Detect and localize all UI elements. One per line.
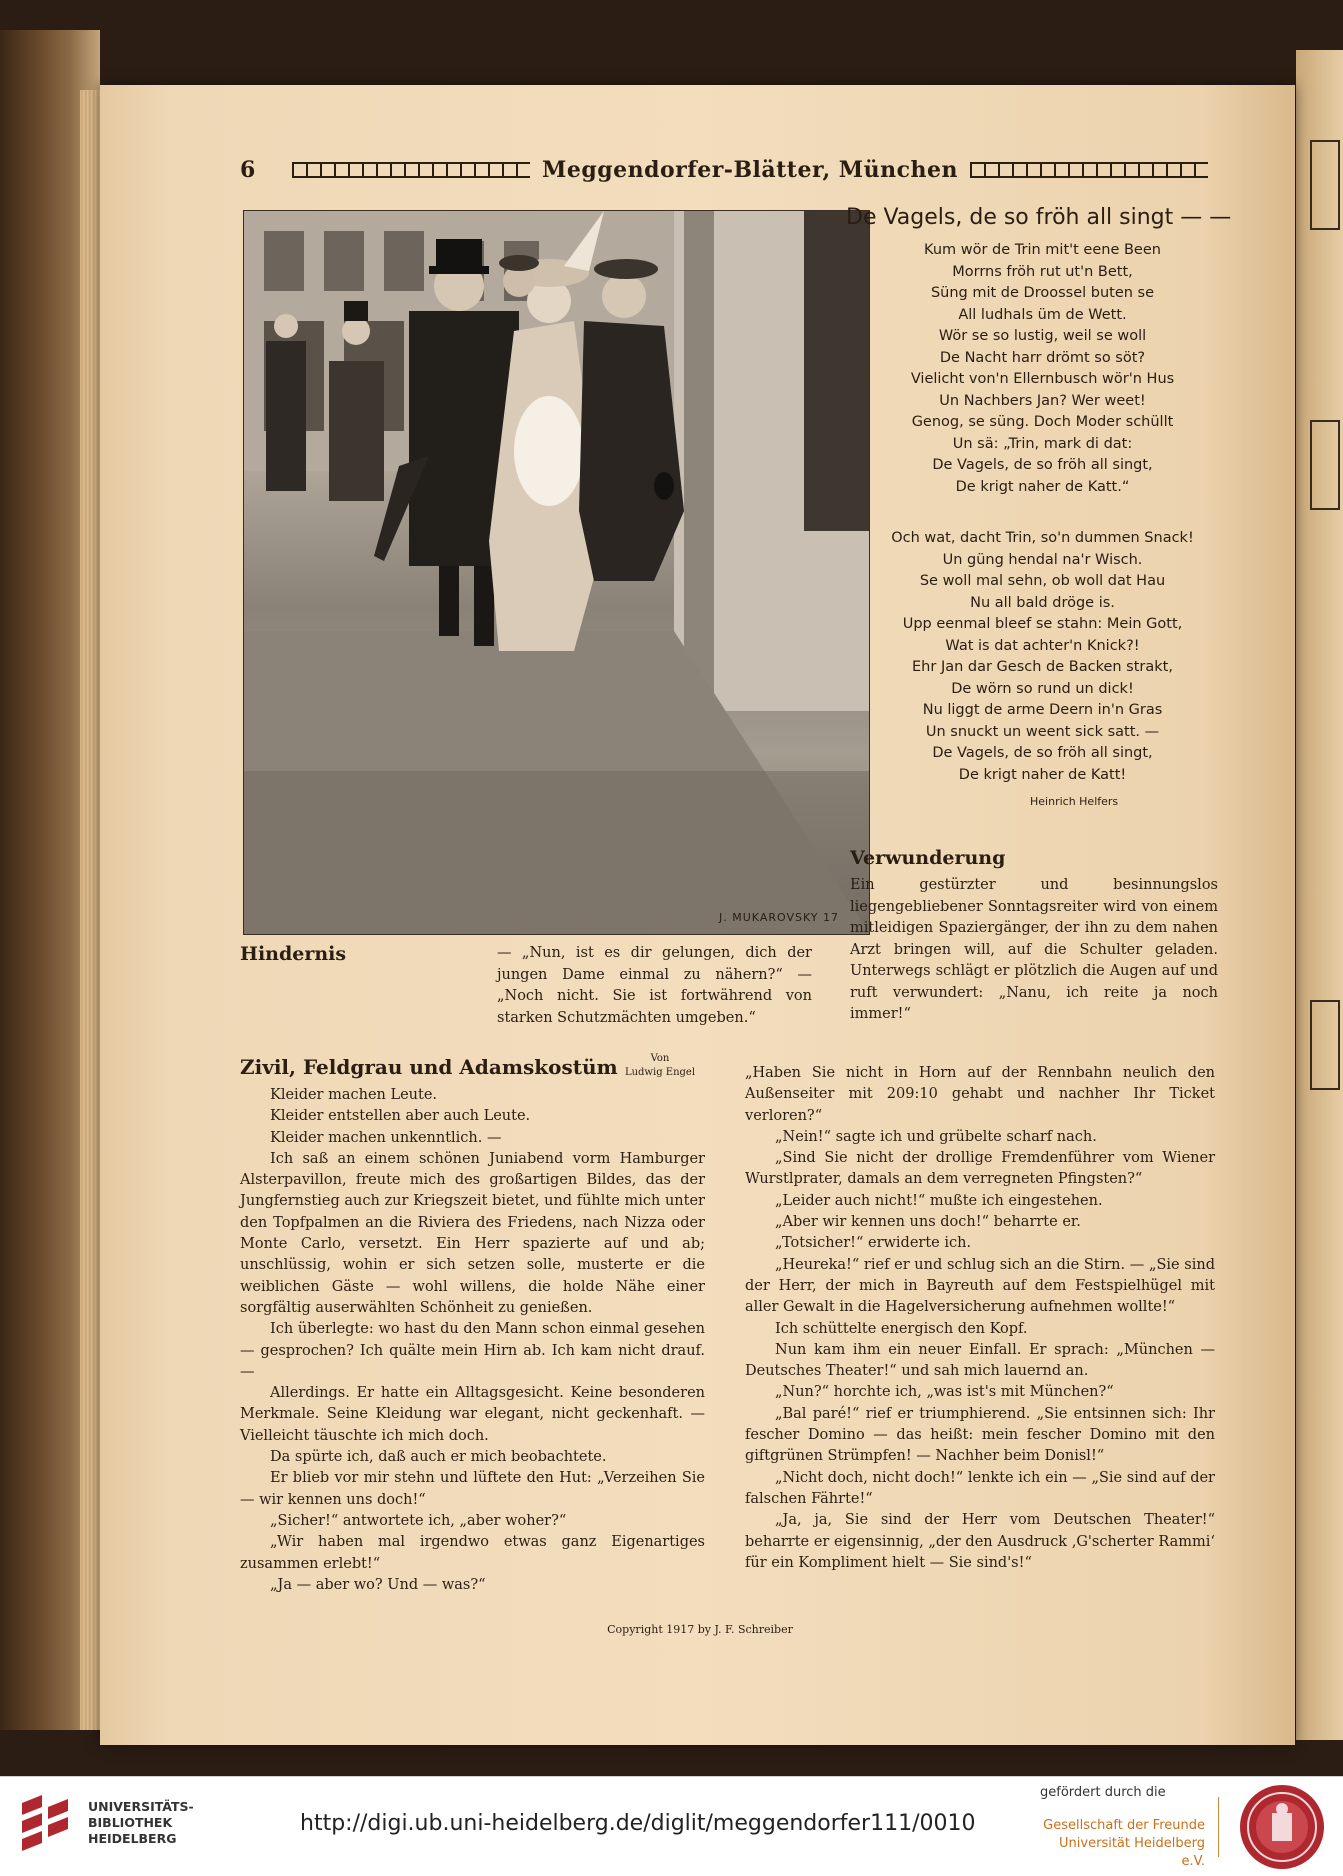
article-paragraph: „Heureka!“ rief er und schlug sich an die Stirn. — „Sie sind der Herr, der mich in Bayreuth auf dem Festspielhügel mit aller Gewalt in die Hagelversicherung aufnehmen wollte!“ (745, 1256, 1215, 1316)
hindernis-caption: — „Nun, ist es dir gelungen, dich der jungen Dame einmal zu nähern?“ — „Noch nicht. Sie ist fortwährend von starken Schutzmächten umgeben.“ (497, 945, 812, 1026)
verwunderung-text: Ein gestürzter und besinnungslos liegengebliebener Sonntagsreiter wird von einem mitleidigen Spaziergänger, der ihn zu dem nahen Arzt bringen will, auf die Schulter geladen. Unterwegs schlägt er plötzlich die Augen auf und ruft verwundert: „Nanu, ich reite ja noch immer!“ (850, 877, 1218, 1022)
article-paragraph: „Ja — aber wo? Und — was?“ (270, 1576, 486, 1593)
byline-von: Von (650, 1053, 670, 1064)
poem-line: De Nacht harr drömt so söt? (939, 349, 1146, 366)
sponsor-line1: Gesellschaft der Freunde (1043, 1818, 1205, 1833)
poem-line: Se woll mal sehn, ob woll dat Hau (919, 573, 1166, 589)
article-column-right (745, 1063, 1215, 1574)
poem-line: Ehr Jan dar Gesch de Backen strakt, (912, 659, 1173, 675)
next-page-fragment (1310, 140, 1340, 230)
poem-line: Genog, se süng. Doch Moder schüllt (911, 414, 1174, 430)
sponsor-intro: gefördert durch die (1040, 1785, 1166, 1800)
poem-line: Morrns fröh rut ut'n Bett, (952, 263, 1133, 280)
library-name-line2: BIBLIOTHEK (88, 1815, 173, 1830)
header-ornament-right (970, 162, 1208, 178)
header-ornament-left (292, 162, 530, 178)
poem-line: De Vagels, de so fröh all singt, (932, 457, 1153, 473)
poem-line: Un snuckt un weent sick satt. — (925, 723, 1160, 740)
poem-line: Un güng hendal na'r Wisch. (942, 551, 1143, 568)
poem-line: De krigt naher de Katt! (958, 766, 1127, 783)
poem-line: All ludhals üm de Wett. (958, 306, 1127, 323)
viewer-footer (0, 1776, 1343, 1876)
article-paragraph: „Ja, ja, Sie sind der Herr vom Deutschen Theater!“ beharrte er eigensinnig, „der den Ausdruck ‚G'scherter Rammi‘ für ein Kompliment hielt — Sie sind's!“ (745, 1512, 1215, 1571)
poem-stanza-1 (860, 240, 1225, 498)
poem-line: Süng mit de Droossel buten se (930, 285, 1155, 301)
byline-author: Ludwig Engel (624, 1067, 696, 1078)
next-page-fragment (1310, 420, 1340, 510)
verwunderung-title: Verwunderung (850, 847, 1006, 869)
article-paragraph: Ich schüttelte energisch den Kopf. (775, 1320, 1028, 1337)
article-paragraph: „Nein!“ sagte ich und grübelte scharf nach. (775, 1128, 1097, 1145)
article-paragraph: Kleider machen Leute. (270, 1087, 438, 1103)
article-paragraph: „Nun?“ horchte ich, „was ist's mit München?“ (775, 1384, 1114, 1401)
hindernis-title: Hindernis (240, 943, 347, 965)
article-byline (610, 1052, 710, 1080)
poem-line: Upp eenmal bleef se stahn: Mein Gott, (902, 616, 1183, 632)
illustration-drawing (244, 211, 870, 935)
university-library-name[interactable] (88, 1799, 194, 1847)
article-paragraph: Er blieb vor mir stehn und lüftete den Hut: „Verzeihen Sie — wir kennen uns doch!“ (240, 1470, 705, 1508)
article-paragraph: „Totsicher!“ erwiderte ich. (775, 1235, 972, 1252)
poem-title: De Vagels, de so fröh all singt — — (846, 205, 1232, 230)
article-paragraph: Allerdings. Er hatte ein Alltagsgesicht. Keine besonderen Merkmale. Seine Kleidung war elegant, nicht geckenhaft. — Vielleicht täuschte ich mich doch. (240, 1385, 705, 1444)
poem-line: Wat is dat achter'n Knick?! (945, 637, 1140, 654)
artist-signature: J. MUKAROVSKY 17 (719, 911, 839, 924)
poem-line: Wör se so lustig, weil se woll (938, 328, 1147, 344)
poem-line: Kum wör de Trin mit't eene Been (924, 242, 1161, 258)
poem-line: Vielicht von'n Ellernbusch wör'n Hus (910, 371, 1175, 387)
article-paragraph: „Wir haben mal irgendwo etwas ganz Eigenartiges zusammen erlebt!“ (240, 1534, 705, 1572)
poem-line: Un Nachbers Jan? Wer weet! (939, 392, 1146, 409)
footer-divider (1218, 1797, 1219, 1857)
article-paragraph: Da spürte ich, daß auch er mich beobachtete. (270, 1449, 607, 1466)
library-name-line3: HEIDELBERG (88, 1831, 177, 1846)
university-library-logo-icon[interactable] (16, 1793, 76, 1859)
article-column-left (240, 1085, 705, 1596)
poem-line: De krigt naher de Katt.“ (955, 478, 1130, 495)
article-paragraph: „Leider auch nicht!“ mußte ich eingestehen. (775, 1192, 1103, 1209)
poem-line: Och wat, dacht Trin, so'n dummen Snack! (891, 530, 1194, 546)
poem-stanza-2 (860, 528, 1225, 786)
library-name-line1: UNIVERSITÄTS- (88, 1799, 194, 1814)
poem-line: Nu all bald dröge is. (970, 594, 1115, 611)
article-paragraph: „Sicher!“ antwortete ich, „aber woher?“ (270, 1512, 567, 1529)
poem-line: Nu liggt de arme Deern in'n Gras (922, 702, 1163, 718)
sponsor-name[interactable] (1035, 1817, 1205, 1871)
article-paragraph: „Bal paré!“ rief er triumphierend. „Sie entsinnen sich: Ihr fescher Domino — das heißt: mein fescher Domino mit den giftgrünen Strümpfen! — Nachher beim Donisl!“ (745, 1405, 1215, 1465)
article-paragraph: „Aber wir kennen uns doch!“ beharrte er. (775, 1214, 1081, 1231)
article-title: Zivil, Feldgrau und Adamskostüm (240, 1055, 618, 1079)
article-paragraph: Kleider machen unkenntlich. — (270, 1129, 502, 1146)
article-paragraph: Nun kam ihm ein neuer Einfall. Er sprach: „München — Deutsches Theater!“ und sah mich lauernd an. (745, 1341, 1215, 1380)
sponsor-line2: Universität Heidelberg e.V. (1059, 1836, 1205, 1869)
article-paragraph: „Nicht doch, nicht doch!“ lenkte ich ein — „Sie sind auf der falschen Fährte!“ (745, 1469, 1215, 1507)
copyright-notice: Copyright 1917 by J. F. Schreiber (607, 1623, 793, 1636)
poem-line: De Vagels, de so fröh all singt, (932, 745, 1153, 761)
street-scene-illustration (243, 210, 870, 935)
next-page-edge (1296, 50, 1343, 1740)
poem-line: Un sä: „Trin, mark di dat: (952, 435, 1133, 452)
poem-line: De wörn so rund un dick! (951, 680, 1134, 697)
poem-author: Heinrich Helfers (1030, 795, 1119, 808)
next-page-fragment (1310, 1000, 1340, 1090)
article-paragraph: „Sind Sie nicht der drollige Fremdenführer vom Wiener Wurstlprater, damals an dem verregneten Pfingsten?“ (745, 1150, 1215, 1188)
permalink-url[interactable]: http://digi.ub.uni-heidelberg.de/diglit/meggendorfer111/0010 (300, 1811, 976, 1836)
masthead: Meggendorfer-Blätter, München (542, 157, 958, 183)
article-paragraph: Ich saß an einem schönen Juniabend vorm Hamburger Alsterpavillon, freute mich des großartigen Bildes, das der Jungfernstieg auch zur Kriegszeit bietet, und fühlte mich unter den Topfpalmen an die Riviera des Friedens, nach Nizza oder Monte Carlo, versetzt. Ein Herr spazierte auf und ab; unschlüssig, wohin er sich setzen solle, musterte er die weiblichen Gäste — wohl willens, die holde Nähe einer sorgfältig auserwählten Schönheit zu genießen. (240, 1150, 705, 1316)
poem (860, 240, 1225, 816)
page-header (240, 150, 1220, 190)
university-seal-icon[interactable] (1238, 1783, 1326, 1871)
page-number: 6 (240, 157, 256, 183)
article-paragraph: „Haben Sie nicht in Horn auf der Rennbahn neulich den Außenseiter mit 209:10 gehabt und nachher Ihr Ticket verloren?“ (745, 1065, 1215, 1124)
article-paragraph: Ich überlegte: wo hast du den Mann schon einmal gesehen — gesprochen? Ich quälte mein Hirn ab. Ich kam nicht drauf. — (240, 1321, 705, 1380)
article-paragraph: Kleider entstellen aber auch Leute. (270, 1108, 531, 1125)
